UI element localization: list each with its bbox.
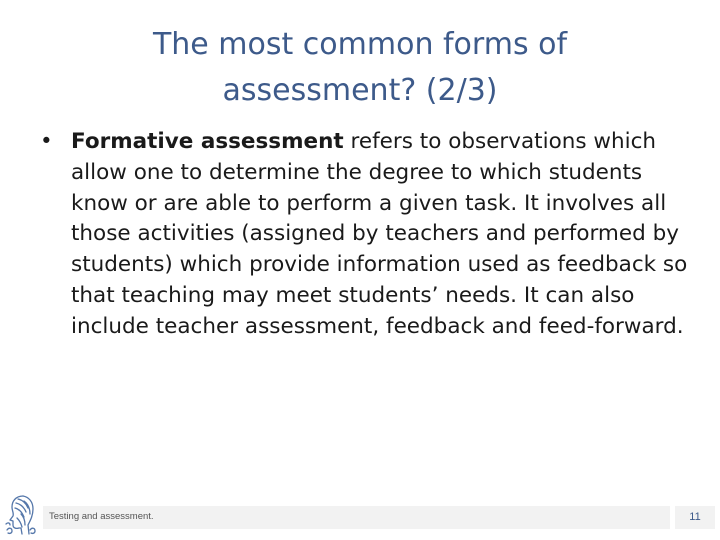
page-number-box (675, 506, 715, 529)
bullet-list (40, 127, 690, 343)
university-seal-icon (4, 492, 38, 536)
footer-bar (43, 506, 670, 529)
slide-title-line-1: The most common forms of (152, 27, 568, 62)
slide-title (40, 22, 680, 114)
page-number: 11 (689, 511, 701, 523)
slide-title-line-2: assessment? (2/3) (222, 73, 498, 108)
bullet-item (40, 127, 690, 343)
bullet-text: refers to observations which allow one to determine the degree to which students know or are able to perform a given task. It involves all those activities (assigned by teachers and performed by students) which provide information used as feedback so that teaching may meet students’ needs. It can also include teacher assessment, feedback and feed-forward. (71, 129, 688, 339)
footer-text: Testing and assessment. (49, 511, 154, 522)
bullet-marker: • (40, 129, 53, 154)
bullet-term: Formative assessment (71, 129, 344, 154)
